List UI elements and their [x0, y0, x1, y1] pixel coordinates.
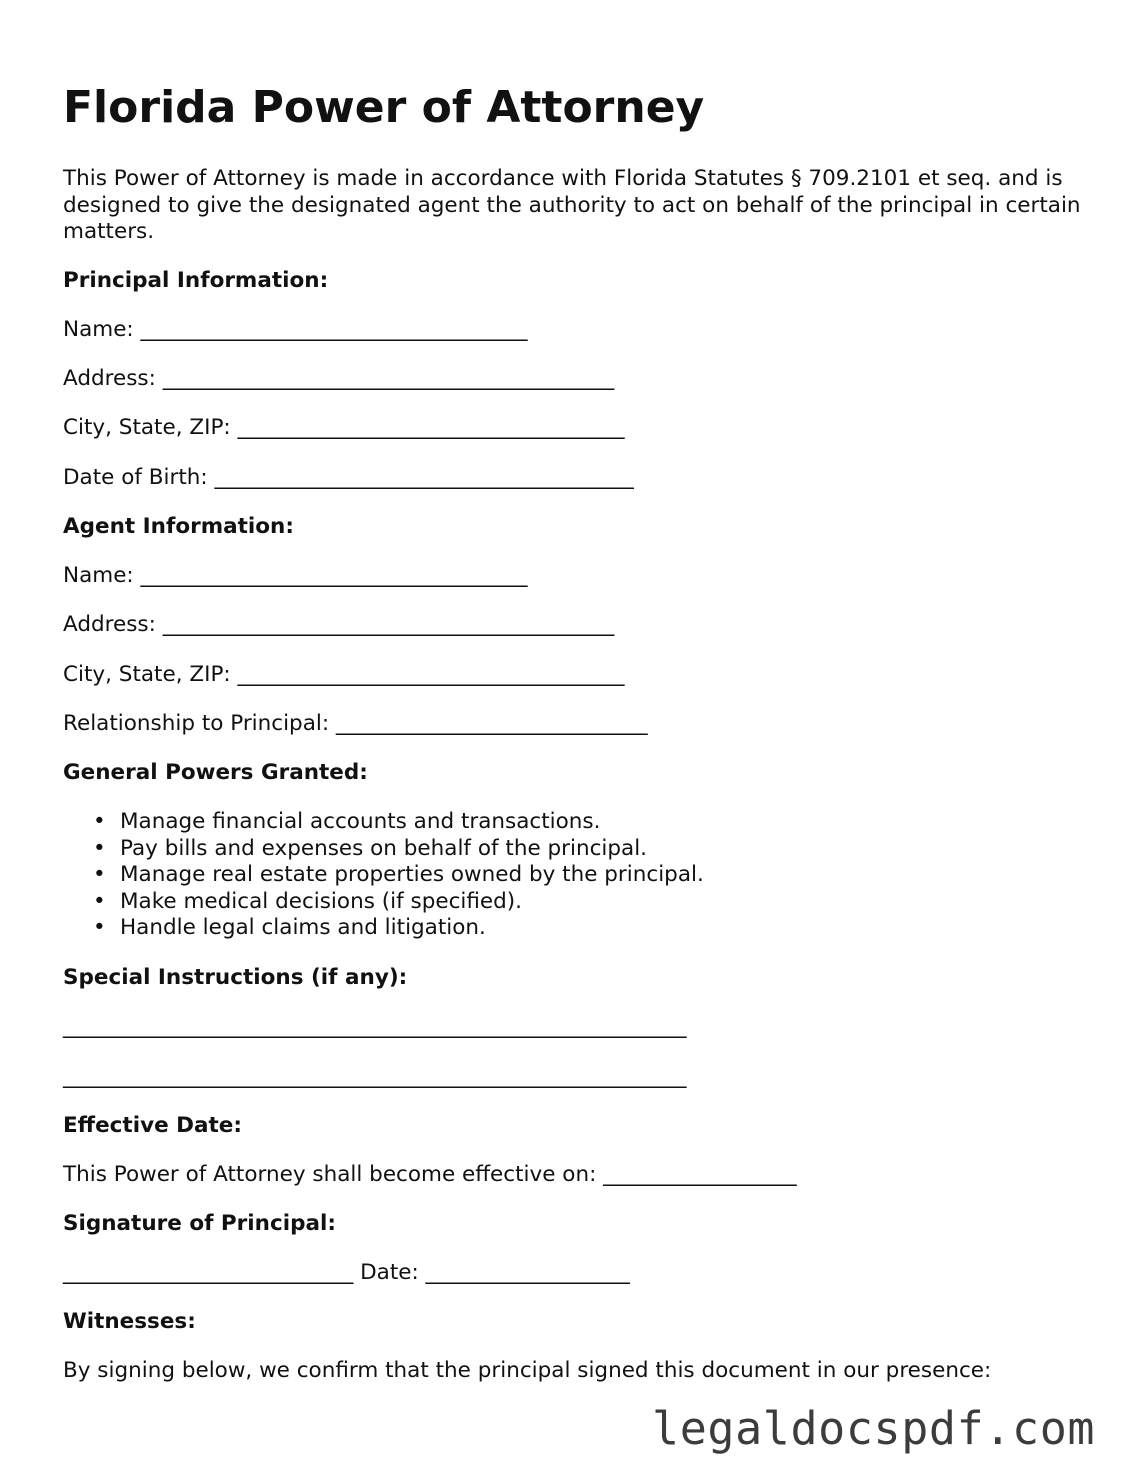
- signature-date-field: ___________________________ Date: ___________________: [63, 1260, 630, 1285]
- list-item: • Pay bills and expenses on behalf of the principal.: [120, 836, 704, 863]
- list-item: • Handle legal claims and litigation.: [120, 915, 704, 942]
- agent-city-state-zip-field: City, State, ZIP: ____________________________________: [63, 662, 625, 687]
- principal-heading: Principal Information:: [63, 268, 329, 293]
- document-title: Florida Power of Attorney: [63, 82, 705, 133]
- list-item: • Manage real estate properties owned by the principal.: [120, 862, 704, 889]
- special-instructions-line-2: __________________________________________________________: [63, 1064, 687, 1089]
- witnesses-statement: By signing below, we confirm that the principal signed this document in our presence:: [63, 1358, 992, 1383]
- special-instructions-heading: Special Instructions (if any):: [63, 965, 408, 990]
- powers-heading: General Powers Granted:: [63, 760, 368, 785]
- watermark: legaldocspdf.com: [652, 1402, 1096, 1455]
- agent-name-field: Name: ____________________________________: [63, 563, 528, 588]
- principal-city-state-zip-field: City, State, ZIP: ____________________________________: [63, 415, 625, 440]
- powers-list: [63, 809, 704, 942]
- intro-paragraph: This Power of Attorney is made in accordance with Florida Statutes § 709.2101 et seq. and is designed to give the designated agent the authority to act on behalf of the principal in certain matters.: [63, 166, 1081, 244]
- signature-heading: Signature of Principal:: [63, 1211, 336, 1236]
- effective-date-field: This Power of Attorney shall become effective on: __________________: [63, 1162, 797, 1187]
- list-item: • Manage financial accounts and transactions.: [120, 809, 704, 836]
- witnesses-heading: Witnesses:: [63, 1309, 196, 1334]
- list-item: • Make medical decisions (if specified).: [120, 889, 704, 916]
- effective-date-heading: Effective Date:: [63, 1113, 242, 1138]
- principal-dob-field: Date of Birth: _______________________________________: [63, 465, 634, 490]
- agent-relationship-field: Relationship to Principal: _____________________________: [63, 711, 648, 736]
- principal-name-field: Name: ____________________________________: [63, 317, 528, 342]
- principal-address-field: Address: __________________________________________: [63, 366, 615, 391]
- agent-heading: Agent Information:: [63, 514, 294, 539]
- special-instructions-line-1: __________________________________________________________: [63, 1014, 687, 1039]
- agent-address-field: Address: __________________________________________: [63, 612, 615, 637]
